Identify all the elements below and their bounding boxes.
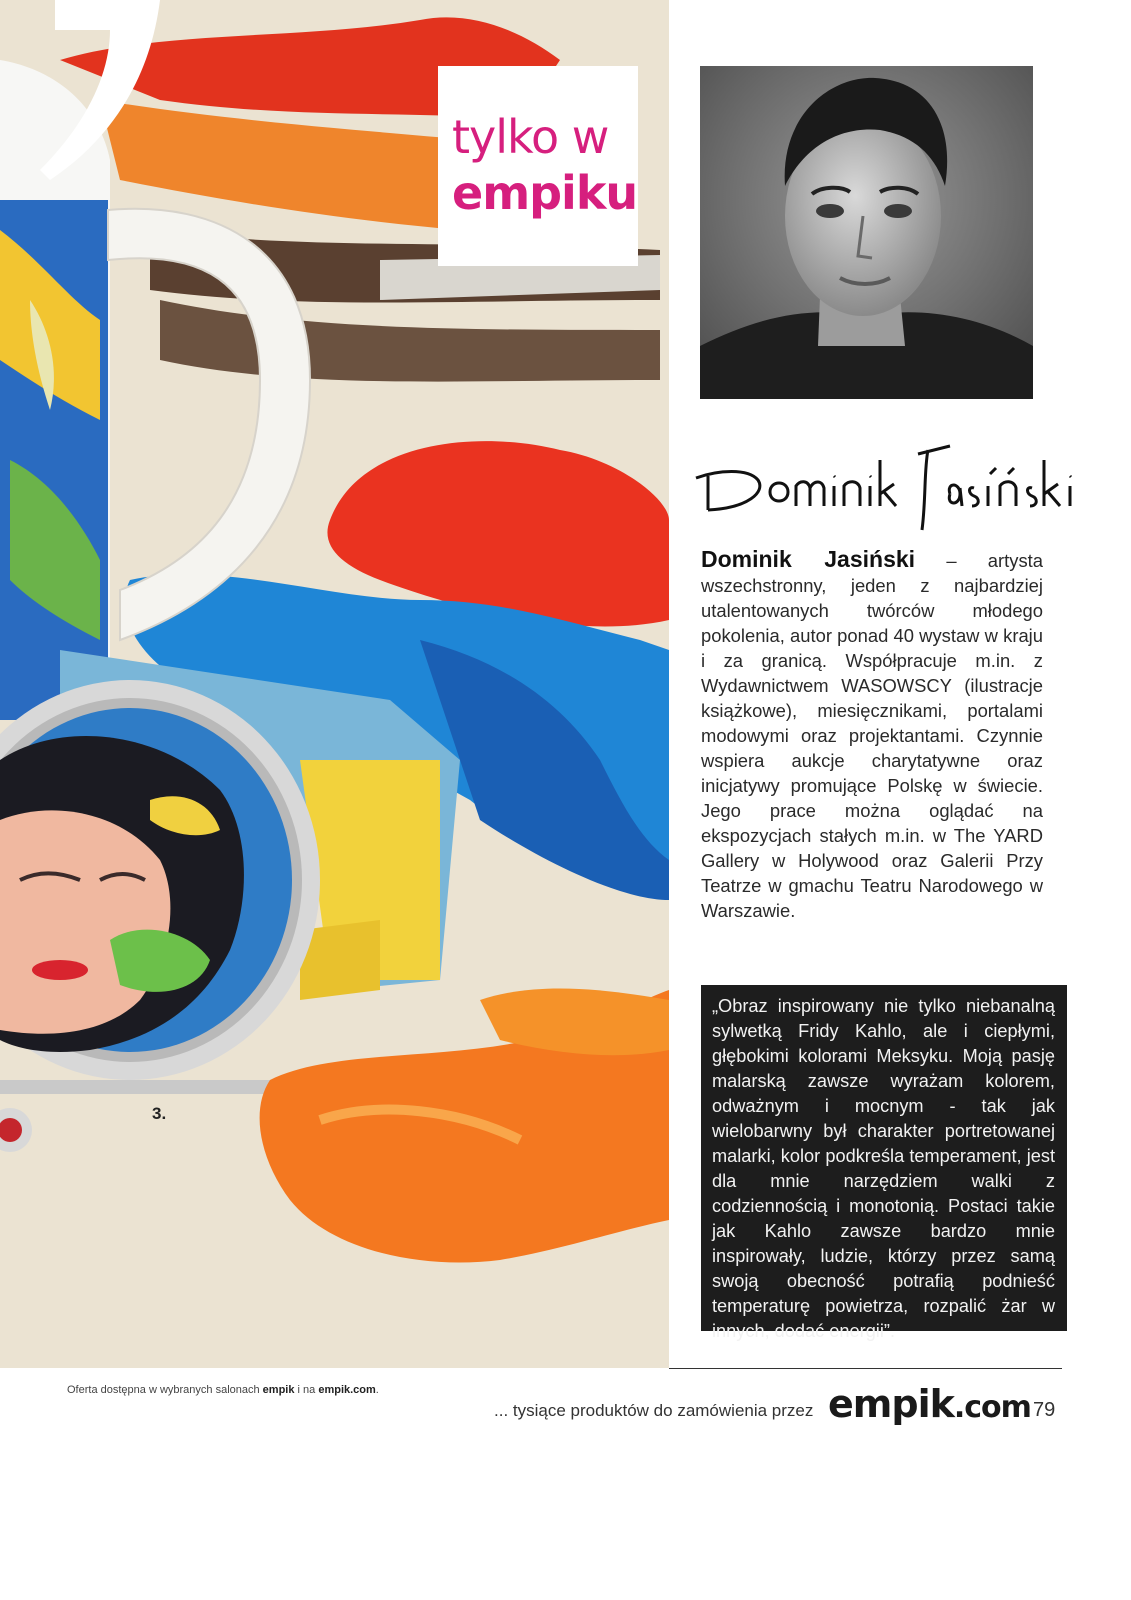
offer-note-mid: i na (294, 1384, 319, 1396)
offer-note-prefix: Oferta dostępna w wybranych salonach (67, 1384, 263, 1396)
artist-signature (688, 430, 1088, 540)
quote-tail-shape (0, 0, 160, 180)
footer-divider (669, 1368, 1062, 1369)
offer-note-suffix: . (375, 1384, 379, 1396)
offer-note (67, 1384, 379, 1396)
empik-logo-main: empik (828, 1382, 954, 1426)
page-number: 79 (1033, 1399, 1056, 1421)
offer-note-site: empik.com (318, 1384, 376, 1396)
artist-name: Dominik Jasiński (701, 546, 916, 572)
artist-bio (701, 547, 1043, 923)
empik-logo (828, 1382, 1031, 1426)
portrait-image (700, 66, 1033, 399)
artist-quote: „Obraz inspirowany nie tylko niebanalną sylwetką Fridy Kahlo, ale i ciepłymi, głębokimi kolorami Meksyku. Moją pasję malarską zawsze wyrażam kolorem, odważnym i mocnym - tak jak wielobarwny był charakter portretowanej malarki, kolor podkreśla temperament, jest dla mnie narzędziem walki z codziennością i monotonią. Postaci takie jak Kahlo zawsze bardzo mnie inspirowały, ludzie, którzy przez samą swoją obecność potrafią podnieść temperaturę powietrza, rozpalić żar w innych, dodać energii”. (712, 996, 1055, 1341)
offer-note-brand: empik (262, 1384, 295, 1396)
artist-bio-text: – artysta wszechstronny, jeden z najbardziej utalentowanych twórców młodego pokolenia, autor ponad 40 wystaw w kraju i za granicą. Współpracuje m.in. z Wydawnictwem WASOWSCY (ilustracje książkowe), miesięcznikami, portalami modowymi oraz projektantami. Czynnie wspiera aukcje charytatywne oraz inicjatywy promujące Polskę w świecie. Jego prace można oglądać na ekspozycjach stałych m.in. w The YARD Gallery w Holywood oraz Galerii Przy Teatrze w gmachu Teatru Narodowego w Warszawie. (701, 550, 1043, 921)
badge-line-2: empiku (452, 166, 638, 220)
item-number: 3. (152, 1104, 167, 1123)
empik-logo-com: .com (953, 1390, 1031, 1425)
artist-portrait (700, 66, 1033, 399)
badge-line-1: tylko w (452, 110, 609, 164)
footer-tagline: ... tysiące produktów do zamówienia przez (494, 1401, 814, 1420)
